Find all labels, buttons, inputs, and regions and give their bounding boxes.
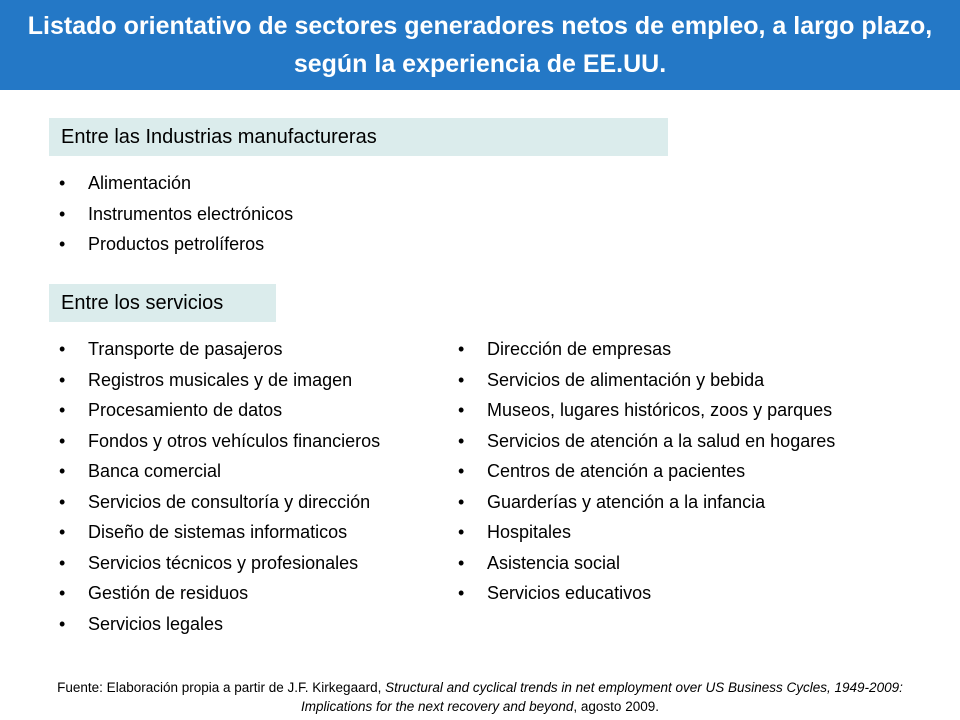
section-heading-services: Entre los servicios: [61, 292, 224, 314]
list-item: • Servicios educativos: [458, 578, 835, 609]
list-item: • Servicios de consultoría y dirección: [59, 487, 380, 518]
list-item: • Dirección de empresas: [458, 334, 835, 365]
list-item: • Centros de atención a pacientes: [458, 456, 835, 487]
list-item: • Registros musicales y de imagen: [59, 365, 380, 396]
list-item: • Alimentación: [59, 168, 293, 199]
list-item: • Transporte de pasajeros: [59, 334, 380, 365]
list-item: • Asistencia social: [458, 548, 835, 579]
list-item: • Servicios de atención a la salud en hogares: [458, 426, 835, 457]
list-item: • Servicios legales: [59, 609, 380, 640]
slide-title: Listado orientativo de sectores generadores netos de empleo, a largo plazo, según la experiencia de EE.UU.: [27, 12, 933, 78]
source-suffix: , agosto 2009.: [573, 698, 659, 714]
services-list-right: [458, 334, 835, 609]
list-item: • Productos petrolíferos: [59, 229, 293, 260]
list-item: • Gestión de residuos: [59, 578, 380, 609]
manufacturing-list: [59, 168, 293, 260]
list-item: • Servicios técnicos y profesionales: [59, 548, 380, 579]
title-bar: [0, 0, 960, 90]
section-heading-manufacturing: Entre las Industrias manufactureras: [61, 126, 377, 148]
list-item: • Hospitales: [458, 517, 835, 548]
services-list-left: [59, 334, 380, 639]
list-item: • Diseño de sistemas informaticos: [59, 517, 380, 548]
source-note: [40, 678, 920, 716]
list-item: • Servicios de alimentación y bebida: [458, 365, 835, 396]
list-item: • Procesamiento de datos: [59, 395, 380, 426]
section-header-services: [49, 284, 276, 322]
list-item: • Fondos y otros vehículos financieros: [59, 426, 380, 457]
list-item: • Museos, lugares históricos, zoos y parques: [458, 395, 835, 426]
list-item: • Guarderías y atención a la infancia: [458, 487, 835, 518]
section-header-manufacturing: [49, 118, 668, 156]
list-item: • Instrumentos electrónicos: [59, 199, 293, 230]
source-prefix: Fuente: Elaboración propia a partir de J.F. Kirkegaard,: [57, 679, 386, 695]
list-item: • Banca comercial: [59, 456, 380, 487]
source-work-title: Structural and cyclical trends in net employment over US Business Cycles, 1949-2009: Implications for the next recovery and beyond: [301, 679, 903, 714]
